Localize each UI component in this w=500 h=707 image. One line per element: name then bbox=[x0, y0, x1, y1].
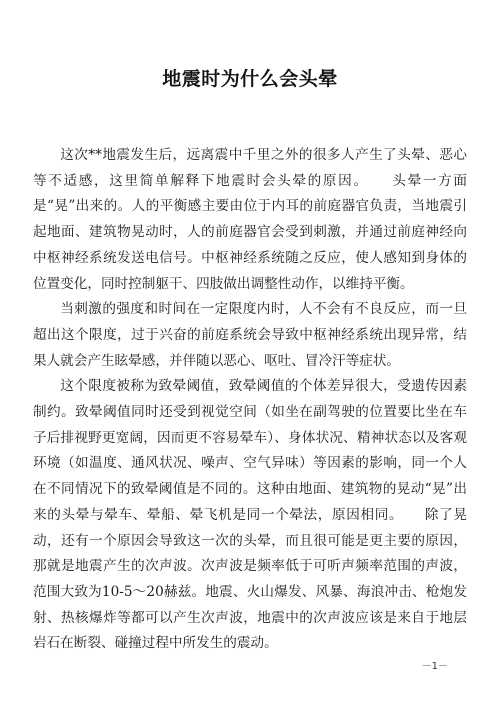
paragraph-2: 当刺激的强度和时间在一定限度内时，人不会有不良反应，而一旦超出这个限度，过于兴奋的前庭系统会导致中枢神经系统出现异常，结果人就会产生眩晕感，并伴随以恶心、呕吐、冒冷汗等症状。 bbox=[33, 301, 467, 369]
document-body bbox=[33, 143, 467, 657]
paragraph-1: 这次**地震发生后，远离震中千里之外的很多人产生了头晕、恶心等不适感，这里简单解释下地震时会头晕的原因。 头晕一方面是“晃”出来的。人的平衡感主要由位于内耳的前庭器官负责，当地震引起地面、建筑物晃动时，人的前庭器官会受到刺激，并通过前庭神经向中枢神经系统发送电信号。中枢神经系统随之反应，使人感知到身体的位置变化，同时控制躯干、四肢做出调整性动作，以维持平衡。 bbox=[33, 147, 467, 292]
paragraph-3: 这个限度被称为致晕阈值，致晕阈值的个体差异很大，受遗传因素制约。致晕阈值同时还受到视觉空间（如坐在副驾驶的位置要比坐在车子后排视野更宽阔，因而更不容易晕车）、身体状况、精神状态以及客观环境（如温度、通风状况、噪声、空气异味）等因素的影响，同一个人在不同情况下的致晕阈值是不同的。这种由地面、建筑物的晃动“晃”出来的头晕与晕车、晕船、晕飞机是同一个晕法，原因相同。 除了晃动，还有一个原因会导致这一次的头晕，而且很可能是更主要的原因，那就是地震产生的次声波。次声波是频率低于可听声频率范围的声波，范围大致为10-5～20赫兹。地震、火山爆发、风暴、海浪冲击、枪炮发射、热核爆炸等都可以产生次声波，地震中的次声波应该是来自于地层岩石在断裂、碰撞过程中所发生的震动。 bbox=[33, 378, 467, 652]
document-title: 地震时为什么会头晕 bbox=[162, 68, 338, 90]
page-number: －1－ bbox=[421, 661, 448, 672]
